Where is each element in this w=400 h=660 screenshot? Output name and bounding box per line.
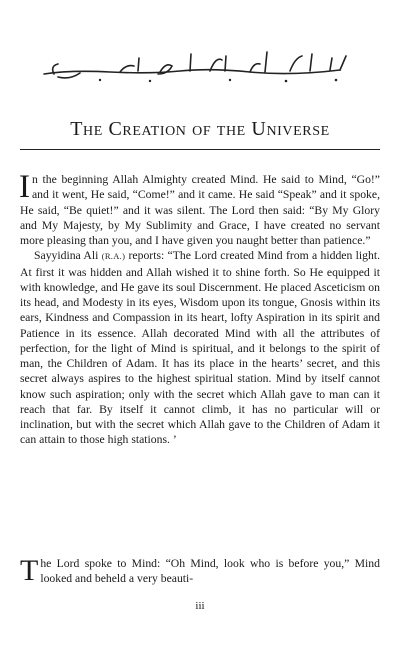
main-text: [19, 169, 380, 448]
basmala-calligraphy-icon: [40, 44, 360, 86]
drop-cap-2: T: [20, 554, 39, 587]
page-number: iii: [195, 600, 205, 612]
paragraph-3: [20, 556, 380, 587]
paragraph-3-text: he Lord spoke to Mind: “Oh Mind, look who is before you,” Mind looked and beheld a very beauti-: [40, 557, 380, 586]
title-divider: [20, 149, 380, 150]
honorific-abbrev: (R.A.): [101, 251, 126, 262]
second-section: [20, 556, 380, 587]
paragraph-2-text: reports: “The Lord created Mind from a hidden light. At first it was hidden and Allah wished it to shine forth. So He equipped it with knowledge, and He gave its soul Discernment. He placed Asceticism on its head, and Modesty in its eyes, Wisdom upon its tongue, Gnosis within its ears, Kindness and Compassion in its heart, lofty Aspiration in its spirit and Patience in its essence. Allah decorated Mind with all the attributes of perfection, for the light of Mind is spiritual, and it belongs to the spirit of man, the Children of Adam. It has its place in the hearts’ secret, and this secret always aspires to the highest spiritual station. Mind by itself cannot know such aspiration; only with the secret which Allah gave to man can it reach that far. By itself it cannot climb, it has no particular will or inclination, but with the secret which Allah gave to the Children of Adam it can attain to those high stations. ’: [20, 249, 380, 447]
paragraph-1-text: n the beginning Allah Almighty created Mind. He said to Mind, “Go!” and it went, He said, “Come!” and it came. He said “Speak” and it spoke, He said, “Be quiet!” and it was silent. The Lord then said: “By My Glory and My Majesty, by My Sublimity and Grace, I have created no servant more pleasing than you, and I have given you naught better than patience.”: [20, 173, 380, 247]
paragraph-1: [19, 169, 380, 248]
drop-cap: I: [19, 169, 30, 205]
paragraph-2-lead: Sayyidina Ali: [34, 249, 99, 263]
chapter-title: The Creation of the Universe: [70, 118, 330, 140]
paragraph-2: [20, 248, 380, 447]
